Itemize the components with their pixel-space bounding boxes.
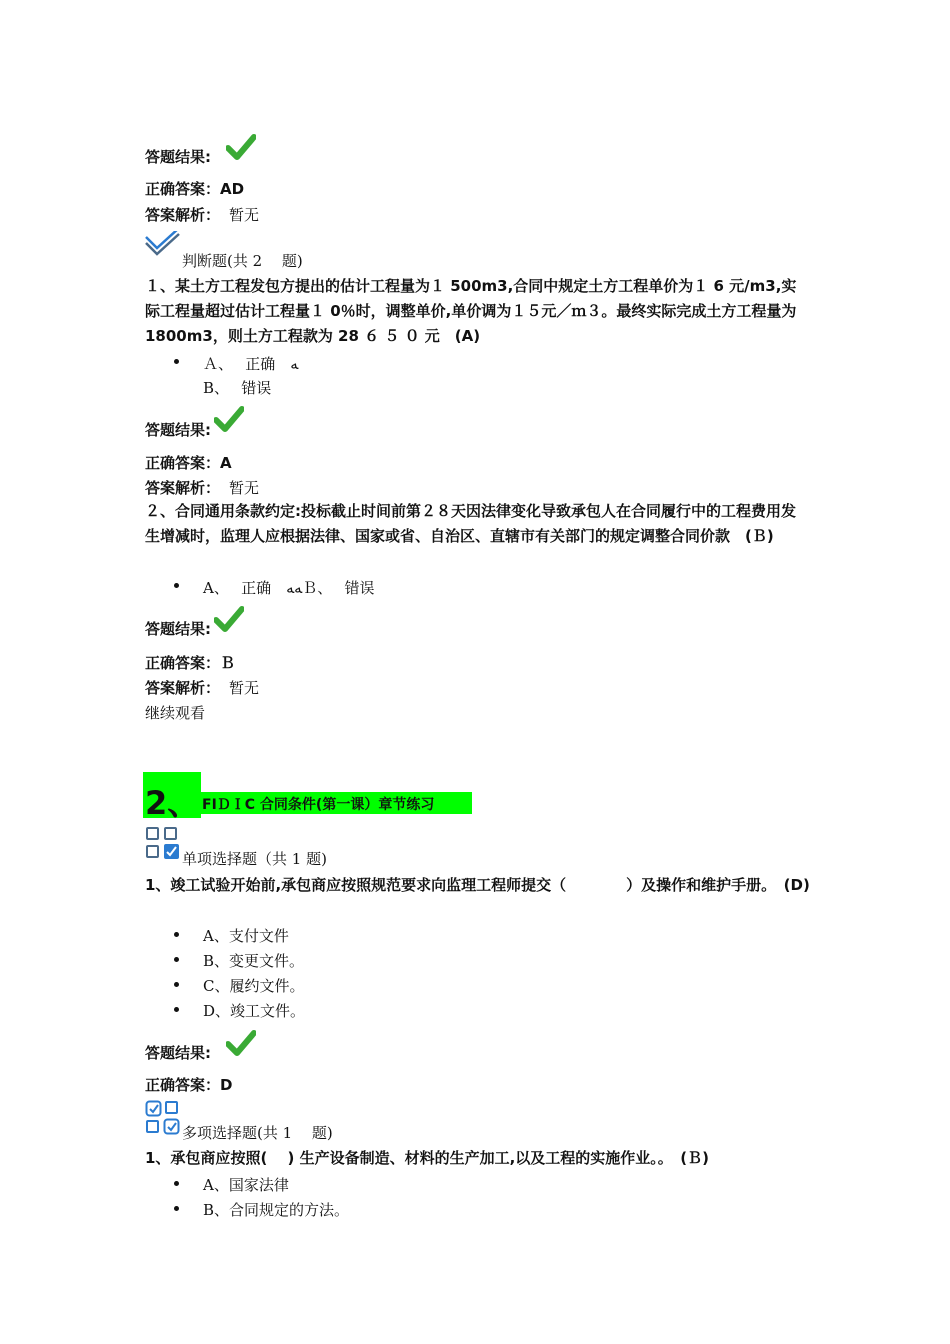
checked-box-icon bbox=[163, 843, 180, 860]
judge-question-1: １、某土方工程发包方提出的估计工程量为１ 500m3,合同中规定土方工程单价为１ 6 元/m3,实际工程量超过估计工程量１ 0％时，调整单价,单价调为１５元／ｍ３。最终实际完成土方工程量为 1800m3，则土方工程款为 28 ６ ５ ０ 元 (A) bbox=[145, 277, 797, 345]
bullet bbox=[174, 982, 179, 987]
judge-q2-options: A、 正确 ﻪﻪＢ、 错误 bbox=[203, 579, 375, 597]
check-icon bbox=[226, 134, 256, 160]
bullet bbox=[174, 1206, 179, 1211]
single-option-c: C、履约文件。 bbox=[203, 977, 305, 995]
multi-section-header: 多项选择题(共 1 题) bbox=[182, 1124, 333, 1142]
single-option-b: B、变更文件。 bbox=[203, 952, 305, 970]
correct-answer: 正确答案：AD bbox=[145, 180, 245, 198]
checkbox-icon bbox=[146, 845, 159, 858]
bullet bbox=[174, 1181, 179, 1186]
single-question-1: 1、竣工试验开始前,承包商应按照规范要求向监理工程师提交（ ）及操作和维护手册。 (D) bbox=[145, 876, 810, 894]
multi-question-1: 1、承包商应按照( ) 生产设备制造、材料的生产加工,以及工程的实施作业。。 (Ｂ) bbox=[145, 1149, 710, 1167]
answer-result-label: 答题结果: bbox=[145, 1044, 211, 1062]
bullet bbox=[174, 359, 179, 364]
checked-box-icon bbox=[163, 1118, 181, 1135]
judge-q1-option-a: Ａ、 正确 ﻪ bbox=[203, 355, 299, 373]
check-icon bbox=[214, 606, 244, 632]
bullet bbox=[174, 932, 179, 937]
judge-q1-option-b: B、 错误 bbox=[203, 379, 272, 397]
judge-section-icon bbox=[143, 231, 183, 261]
answer-analysis-label: 答案解析： bbox=[145, 206, 221, 224]
correct-answer: 正确答案：A bbox=[145, 454, 232, 472]
answer-result-label: 答题结果: bbox=[145, 421, 211, 439]
chapter-title: FIＤＩC 合同条件(第一课）章节练习 bbox=[202, 797, 435, 813]
correct-answer: 正确答案：Ｂ bbox=[145, 654, 236, 672]
checkbox-icon bbox=[146, 827, 159, 840]
checkbox-icon bbox=[146, 1120, 159, 1133]
single-option-d: D、竣工文件。 bbox=[203, 1002, 306, 1020]
single-section-header: 单项选择题（共 1 题) bbox=[182, 850, 327, 868]
correct-answer: 正确答案：D bbox=[145, 1076, 233, 1094]
multi-option-b: B、合同规定的方法。 bbox=[203, 1201, 350, 1219]
answer-analysis-value: 暂无 bbox=[229, 679, 260, 697]
bullet bbox=[174, 957, 179, 962]
continue-watching-link[interactable]: 继续观看 bbox=[145, 704, 206, 722]
answer-analysis-value: 暂无 bbox=[229, 479, 260, 497]
judge-section-header: 判断题(共 2 题) bbox=[182, 252, 303, 270]
bullet bbox=[174, 1007, 179, 1012]
answer-result-label: 答题结果: bbox=[145, 620, 211, 638]
answer-analysis-label: 答案解析： bbox=[145, 479, 221, 497]
checked-box-icon bbox=[145, 1100, 163, 1117]
check-icon bbox=[214, 406, 244, 432]
multi-option-a: A、国家法律 bbox=[203, 1176, 289, 1194]
checkbox-icon bbox=[164, 827, 177, 840]
checkbox-icon bbox=[165, 1101, 178, 1114]
answer-result-label: 答题结果: bbox=[145, 148, 211, 166]
bullet bbox=[174, 583, 179, 588]
single-option-a: A、支付文件 bbox=[203, 927, 289, 945]
chapter-number: 2、 bbox=[145, 784, 200, 822]
judge-question-2: ２、合同通用条款约定:投标截止时间前第２８天因法律变化导致承包人在合同履行中的工程费用发生增减时，监理人应根据法律、国家或省、自治区、直辖市有关部门的规定调整合同价款 (Ｂ) bbox=[145, 502, 797, 545]
answer-analysis-value: 暂无 bbox=[229, 206, 260, 224]
check-icon bbox=[226, 1030, 256, 1056]
answer-analysis-label: 答案解析： bbox=[145, 679, 221, 697]
